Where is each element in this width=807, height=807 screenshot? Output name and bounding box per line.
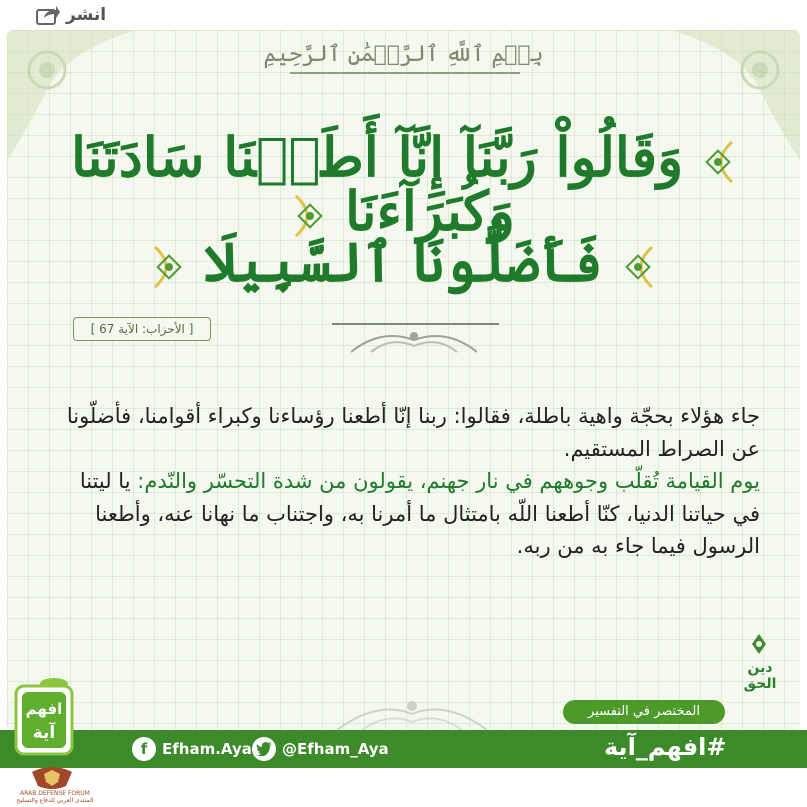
verse-ornament-icon (151, 245, 185, 289)
twitter-icon (252, 737, 276, 761)
facebook-link[interactable] (132, 737, 252, 761)
bottom-ornament-icon (337, 696, 487, 730)
verse-card (7, 30, 800, 730)
forum-logo-icon (30, 766, 74, 792)
forum-name: ARAB DEFENSE FORUM (20, 790, 90, 797)
share-label: انشر (66, 5, 107, 25)
hashtag: #افهم_آية (604, 733, 727, 761)
verse-ornament-icon (622, 245, 656, 289)
basmala: بِسۡمِ ٱللَّهِ ٱلرَّحۡمَٰنِ ٱلرَّحِيمِ (263, 42, 544, 67)
tafsir-paragraph-3: يا ليتنا في حياتنا الدنيا، كنّا أطعنا اللّه بامتثال ما أمرنا به، واجتناب ما نهانا عنه، وأطعنا الرسول فيما جاء به من ربه. (79, 469, 760, 558)
twitter-link[interactable] (252, 737, 389, 761)
tafsir-paragraph-2 (47, 465, 760, 563)
brand-logo-icon (14, 676, 74, 756)
verse-text-2: فَأَضَلُّونَا ٱلسَّبِيلَا (204, 230, 603, 294)
share-button[interactable] (36, 4, 106, 26)
verse-ornament-icon (702, 140, 736, 184)
tafsir-paragraph-1: جاء هؤلاء بحجّة واهية باطلة، فقالوا: ربنا إنّا أطعنا رؤساءنا وكبراء أقوامنا، فأضلّونا عن الصراط المستقيم. (66, 404, 760, 461)
source-badge: المختصر في التفسير (563, 700, 725, 724)
svg-text:افهم: افهم (25, 700, 63, 718)
tafsir-paragraph-2-text: يوم القيامة تُقلّب وجوههم في نار جهنم، يقولون من شدة التحسّر والنّدم: (137, 469, 760, 493)
top-bar (0, 0, 807, 30)
bottom-margin (0, 768, 807, 807)
facebook-handle: Efham.Aya (162, 740, 252, 758)
verse-line-1 (47, 125, 760, 243)
deen-logo-text: دين الحق (743, 660, 777, 692)
tafsir-text (47, 400, 760, 563)
twitter-handle: @Efham_Aya (282, 740, 389, 758)
basmala-underline (290, 72, 520, 74)
facebook-icon: f (132, 737, 156, 761)
share-icon (36, 4, 60, 26)
verse-text-1: وَقَالُواْ رَبَّنَآ إِنَّآ أَطَعۡنَا سَادَتَنَا وَكُبَرَآءَنَا (70, 125, 684, 243)
separator-ornament-icon (351, 326, 477, 354)
verse-line-2 (47, 230, 760, 294)
verse-reference: [ الأحزاب: الآية 67 ] (73, 317, 211, 341)
separator-line (332, 323, 499, 325)
forum-name-arabic: المنتدى العربي للدفاع والتسليح (16, 797, 94, 804)
svg-text:آية: آية (32, 723, 56, 743)
